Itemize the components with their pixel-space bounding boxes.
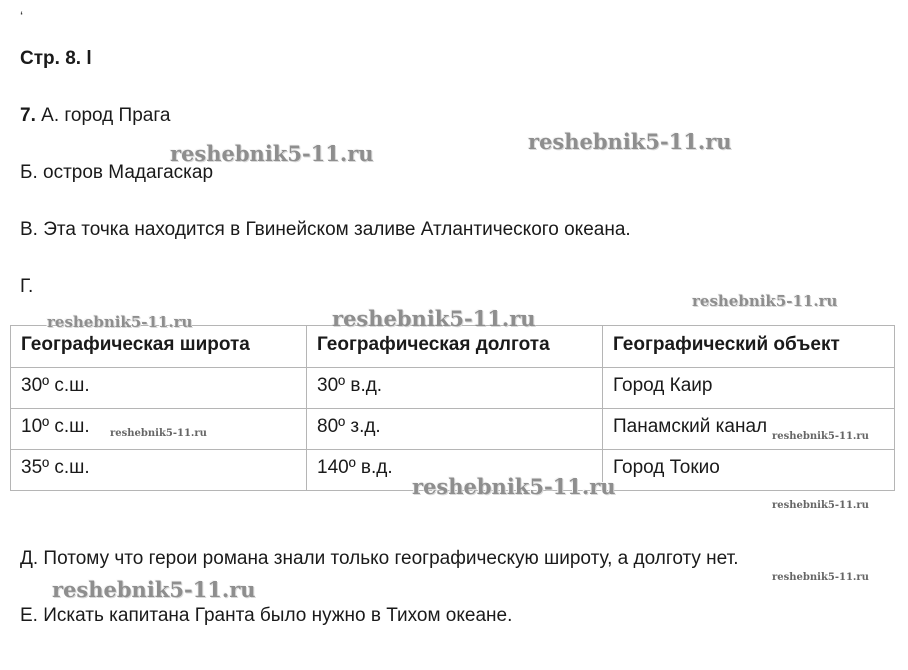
watermark: reshebnik5-11.ru xyxy=(170,141,374,166)
item-b: Б. остров Мадагаскар xyxy=(20,162,214,183)
cell-longitude: 30º в.д. xyxy=(307,368,603,409)
watermark: reshebnik5-11.ru xyxy=(772,431,869,442)
watermark: reshebnik5-11.ru xyxy=(332,306,536,331)
item-a-text: А. город Прага xyxy=(41,105,171,126)
item-d: Д. Потому что герои романа знали только географическую широту, а долготу нет. xyxy=(20,548,739,569)
cell-longitude: 80º з.д. xyxy=(307,409,603,450)
coordinates-table xyxy=(10,325,895,491)
item-g: Г. xyxy=(20,276,34,297)
cell-latitude: 35º с.ш. xyxy=(11,450,307,491)
watermark: reshebnik5-11.ru xyxy=(412,474,616,499)
header-latitude: Географическая широта xyxy=(11,326,307,368)
cell-object: Панамский канал xyxy=(603,409,895,450)
cell-object: Город Токио xyxy=(603,450,895,491)
cell-latitude: 10º с.ш. xyxy=(11,409,307,450)
watermark: reshebnik5-11.ru xyxy=(692,292,838,310)
watermark: reshebnik5-11.ru xyxy=(528,129,732,154)
item-a xyxy=(20,105,170,127)
task-number: 7. xyxy=(20,105,36,126)
table-header-row xyxy=(11,326,895,368)
header-object: Географический объект xyxy=(603,326,895,368)
item-e: Е. Искать капитана Гранта было нужно в Тихом океане. xyxy=(20,605,513,626)
header-longitude: Географическая долгота xyxy=(307,326,603,368)
watermark: reshebnik5-11.ru xyxy=(772,572,869,583)
item-v: В. Эта точка находится в Гвинейском заливе Атлантического океана. xyxy=(20,219,631,240)
page-heading: Стр. 8. l xyxy=(20,48,92,69)
cell-longitude: 140º в.д. xyxy=(307,450,603,491)
cell-latitude: 30º с.ш. xyxy=(11,368,307,409)
watermark: reshebnik5-11.ru xyxy=(772,500,869,511)
watermark: reshebnik5-11.ru xyxy=(47,313,193,331)
watermark: reshebnik5-11.ru xyxy=(52,577,256,602)
table-row xyxy=(11,368,895,409)
cell-object: Город Каир xyxy=(603,368,895,409)
corner-mark: ‘ xyxy=(20,8,24,24)
watermark: reshebnik5-11.ru xyxy=(110,428,207,439)
